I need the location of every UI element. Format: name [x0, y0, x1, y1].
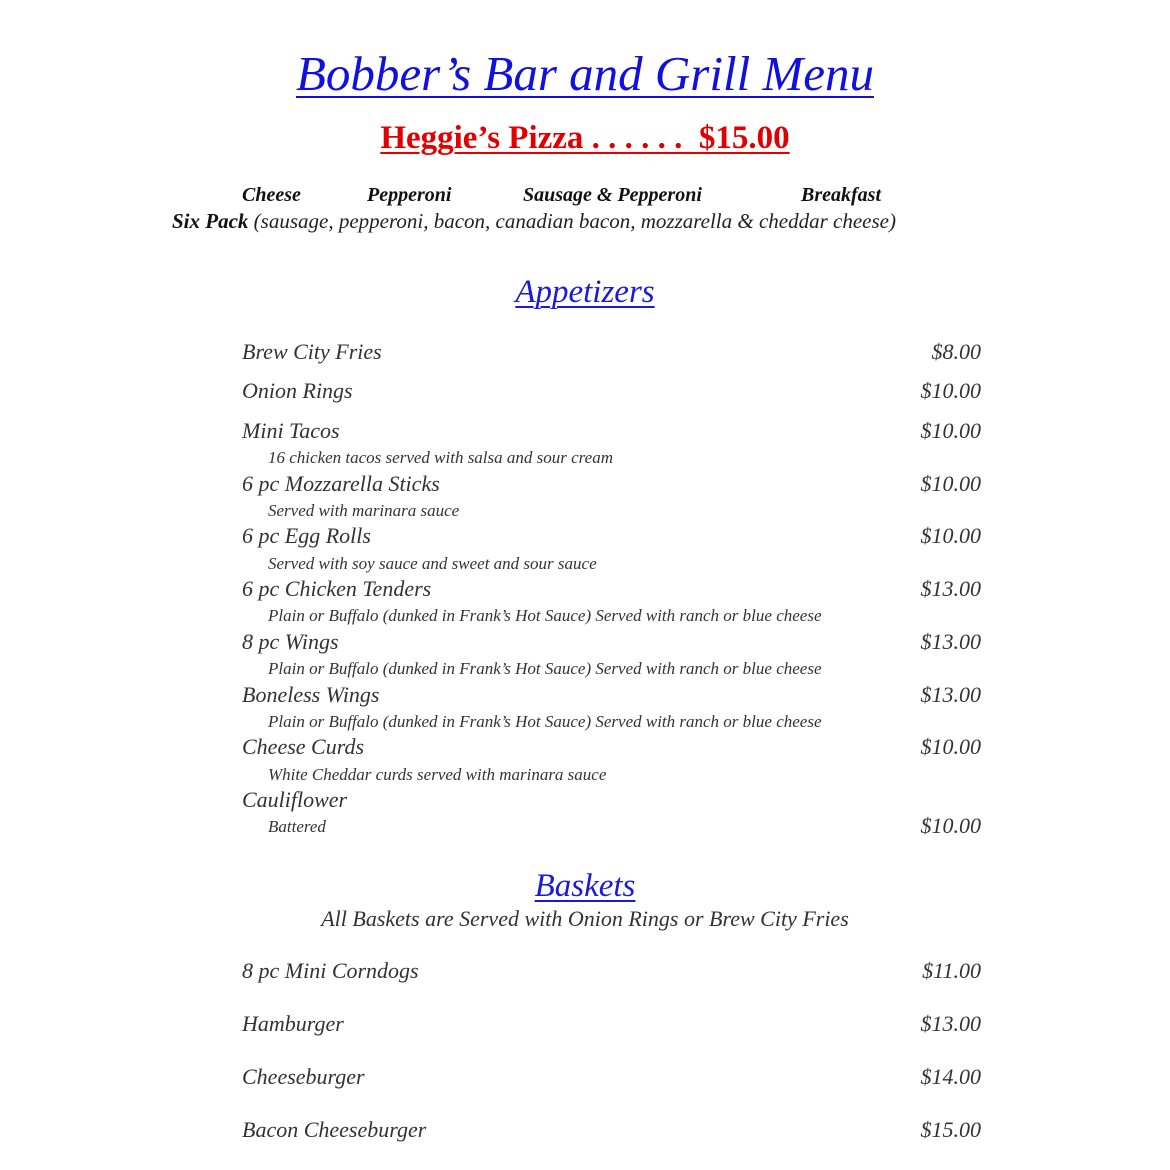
- menu-item-description: White Cheddar curds served with marinara sauce: [268, 765, 607, 784]
- menu-item-price: $10.00: [920, 734, 981, 759]
- baskets-heading: Baskets: [534, 868, 636, 904]
- menu-item-name: Onion Rings: [242, 378, 353, 403]
- six-pack-description: (sausage, pepperoni, bacon, canadian bacon, mozzarella & cheddar cheese): [253, 209, 896, 233]
- menu-item-description: Battered: [268, 817, 326, 836]
- menu-item-name: Cheeseburger: [242, 1064, 365, 1089]
- menu-item-name: Brew City Fries: [242, 339, 382, 364]
- six-pack-line: [172, 207, 896, 235]
- menu-item-price: $11.00: [922, 958, 981, 983]
- menu-item-price: $13.00: [920, 682, 981, 707]
- pizza-type-cheese: Cheese: [242, 184, 301, 206]
- pizza-type-breakfast: Breakfast: [801, 184, 881, 206]
- menu-item-name: Boneless Wings: [242, 682, 380, 707]
- menu-item-description: Plain or Buffalo (dunked in Frank’s Hot Sauce) Served with ranch or blue cheese: [268, 712, 822, 731]
- menu-item-price: $14.00: [920, 1064, 981, 1089]
- menu-item-price: $8.00: [931, 339, 981, 364]
- menu-item-description: Plain or Buffalo (dunked in Frank’s Hot Sauce) Served with ranch or blue cheese: [268, 606, 822, 625]
- menu-item-name: 8 pc Mini Corndogs: [242, 958, 419, 983]
- menu-item-name: Cheese Curds: [242, 734, 365, 759]
- menu-item-name: 8 pc Wings: [242, 629, 339, 654]
- menu-item-description: 16 chicken tacos served with salsa and sour cream: [268, 448, 613, 467]
- menu-item-price: $13.00: [920, 576, 981, 601]
- menu-item-name: Mini Tacos: [242, 418, 340, 443]
- menu-item-description: Plain or Buffalo (dunked in Frank’s Hot Sauce) Served with ranch or blue cheese: [268, 659, 822, 678]
- menu-item-name: Bacon Cheeseburger: [242, 1117, 427, 1142]
- appetizers-heading: Appetizers: [515, 274, 655, 310]
- menu-item-price: $10.00: [920, 523, 981, 548]
- menu-item-price: $10.00: [920, 813, 981, 838]
- baskets-note: All Baskets are Served with Onion Rings or Brew City Fries: [321, 906, 849, 931]
- menu-item-name: 6 pc Chicken Tenders: [242, 576, 432, 601]
- pizza-heading: Heggie’s Pizza . . . . . . $15.00: [380, 120, 790, 156]
- menu-item-name: Hamburger: [242, 1011, 344, 1036]
- pizza-type-pepperoni: Pepperoni: [367, 184, 452, 206]
- menu-item-price: $13.00: [920, 629, 981, 654]
- menu-item-description: Served with marinara sauce: [268, 501, 460, 520]
- menu-item-name: 6 pc Egg Rolls: [242, 523, 371, 548]
- menu-title: Bobber’s Bar and Grill Menu: [296, 46, 874, 101]
- menu-item-price: $15.00: [920, 1117, 981, 1142]
- pizza-type-sausage-pepperoni: Sausage & Pepperoni: [523, 184, 702, 206]
- menu-item-name: 6 pc Mozzarella Sticks: [242, 471, 440, 496]
- menu-item-description: Served with soy sauce and sweet and sour sauce: [268, 554, 597, 573]
- menu-item-price: $10.00: [920, 471, 981, 496]
- menu-item-price: $10.00: [920, 378, 981, 403]
- menu-item-name: Cauliflower: [242, 787, 348, 812]
- menu-item-price: $13.00: [920, 1011, 981, 1036]
- six-pack-label: Six Pack: [172, 209, 249, 233]
- menu-item-price: $10.00: [920, 418, 981, 443]
